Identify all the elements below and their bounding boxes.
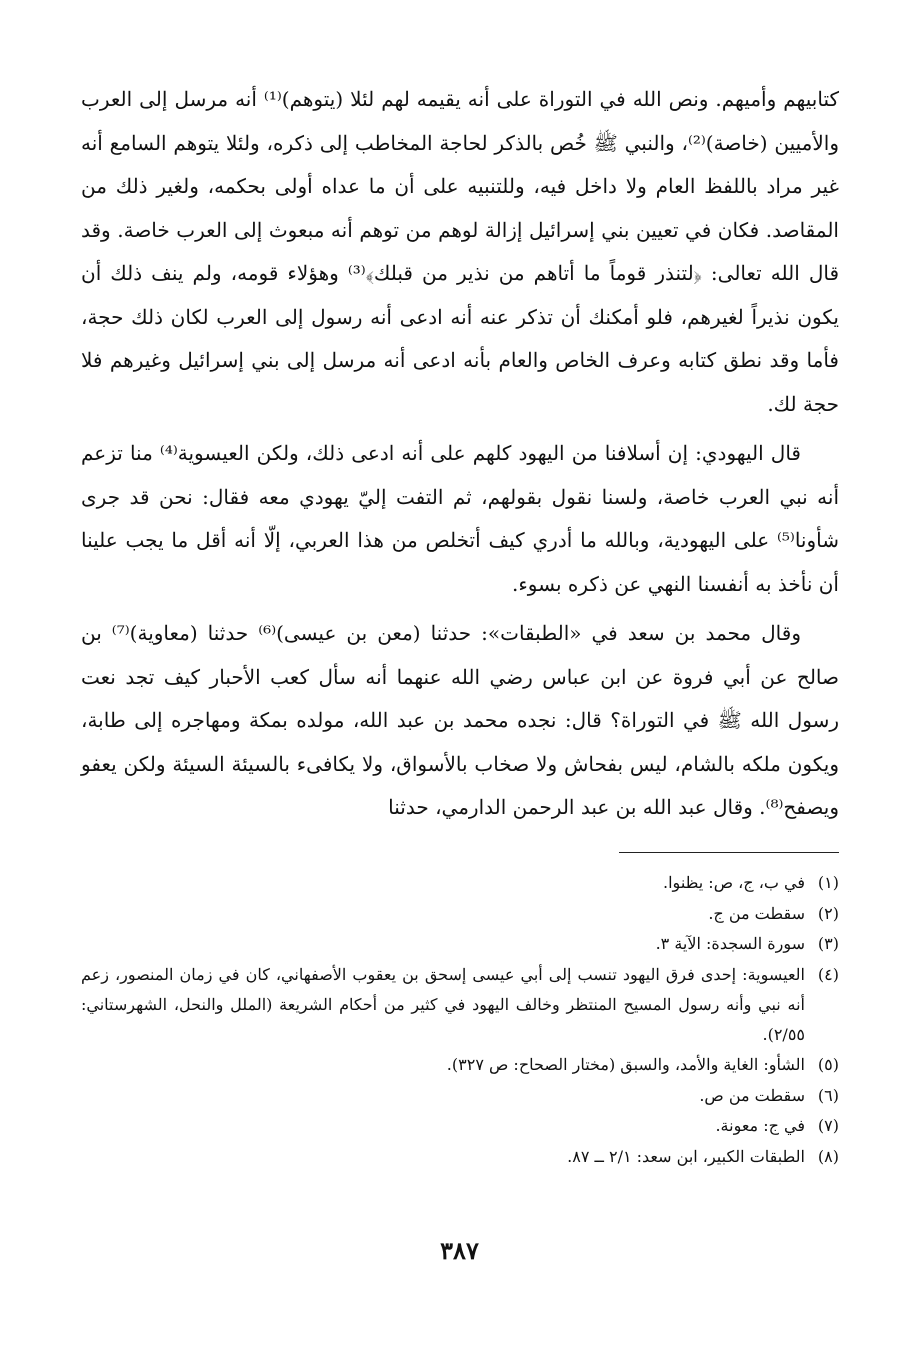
page-number: ٣٨٧ (440, 1236, 479, 1265)
footnote-separator (619, 852, 839, 853)
footnote-item (81, 1081, 839, 1111)
footnotes-list (81, 868, 839, 1172)
footnote-item (81, 929, 839, 959)
body-paragraph: كتابيهم وأميهم. ونص الله في التوراة على أنه يقيمه لهم لئلا (يتوهم)⁽¹⁾ أنه مرسل إلى العرب والأميين (خاصة)⁽²⁾، والنبي ﷺ خُص بالذكر لحاجة المخاطب إلى ذكره، ولئلا يتوهم السامع أنه غير مراد باللفظ العام ولا داخل فيه، وللتنبيه على أن ما عداه أولى بحكمه، ولغير ذلك من المقاصد. فكان في تعيين بني إسرائيل إزالة لوهم من توهم أنه مبعوث إلى العرب خاصة. وقد قال الله تعالى: ﴿لتنذر قوماً ما أتاهم من نذير من قبلك﴾⁽³⁾ وهؤلاء قومه، ولم ينف ذلك أن يكون نذيراً لغيرهم، فلو أمكنك أن تذكر عنه أنه ادعى أنه رسول إلى العرب لكان ذلك حجة، فأما وقد نطق كتابه وعرف الخاص والعام بأنه ادعى أنه مرسل إلى بني إسرائيل وغيرهم فلا حجة لك. (81, 87, 840, 416)
footnote-text: سقطت من ج. (708, 903, 805, 923)
footnote-number: (٨) (817, 1146, 839, 1166)
footnote-number: (٥) (817, 1055, 839, 1074)
body-paragraph: وقال محمد بن سعد في «الطبقات»: حدثنا (معن بن عيسى)⁽⁶⁾ حدثنا (معاوية)⁽⁷⁾ بن صالح عن أبي فروة عن ابن عباس رضي الله عنهما أنه سأل كعب الأحبار كيف تجد نعت رسول الله ﷺ في التوراة؟ قال: نجده محمد بن عبد الله، مولده بمكة ومهاجره إلى طابة، ويكون ملكه بالشام، ليس بفحاش ولا صخاب بالأسواق، ولا يكافىء بالسيئة السيئة ولكن يعفو ويصفح⁽⁸⁾. وقال عبد الله بن عبد الرحمن الدارمي، حدثنا (81, 621, 839, 819)
footnote-item (81, 960, 839, 1050)
body-paragraph: قال اليهودي: إن أسلافنا من اليهود كلهم على أنه ادعى ذلك، ولكن العيسوية⁽⁴⁾ منا تزعم أنه نبي العرب خاصة، ولسنا نقول بقولهم، ثم التفت إليّ يهودي معه فقال: نحن قد جرى شأونا⁽⁵⁾ على اليهودية، وبالله ما أدري كيف أتخلص من هذا العربي، إلّا أنه أقل ما يجب علينا أن نأخذ به أنفسنا النهي عن ذكره بسوء. (81, 441, 840, 596)
footnote-text: سورة السجدة: الآية ٣. (655, 934, 805, 953)
footnote-text: في ب، ج، ص: يظنوا. (663, 873, 805, 892)
footnote-text: الشأو: الغاية والأمد، والسبق (مختار الصحاح: ص ٣٢٧). (446, 1055, 805, 1074)
footnote-text: الطبقات الكبير، ابن سعد: ٢/١ ــ ٨٧. (567, 1146, 805, 1166)
main-text-block (81, 78, 839, 830)
footnote-item (81, 1111, 839, 1141)
footnote-item (81, 899, 839, 929)
footnote-text: سقطت من ص. (699, 1085, 805, 1105)
footnote-number: (٣) (817, 934, 839, 953)
footnote-text: العيسوية: إحدى فرق اليهود تنسب إلى أبي عيسى إسحق بن يعقوب الأصفهاني، كان في زمان المنصور، زعم أنه نبي وأنه رسول المسيح المنتظر وخالف اليهود في كثير من أحكام الشريعة (الملل والنحل، الشهرستاني: ٢/٥٥). (81, 964, 805, 1044)
footnote-number: (١) (817, 873, 839, 892)
footnote-item (81, 868, 839, 898)
footnote-number: (٧) (817, 1116, 839, 1135)
footnote-item (81, 1050, 839, 1080)
footnote-number: (٤) (817, 964, 839, 984)
footnote-number: (٦) (817, 1085, 839, 1105)
footnote-number: (٢) (817, 903, 839, 923)
footnote-item (81, 1142, 839, 1172)
footnote-text: في ج: معونة. (715, 1116, 805, 1135)
